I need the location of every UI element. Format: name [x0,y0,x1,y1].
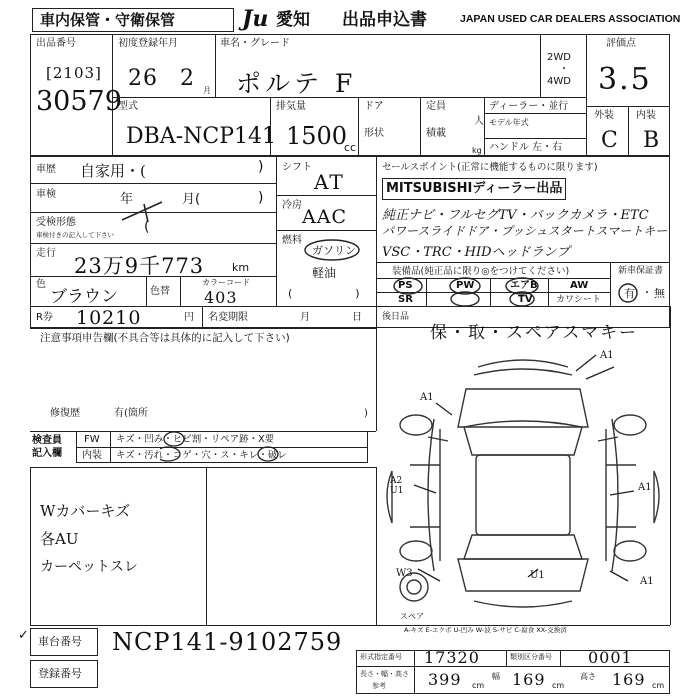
dealer-label: ディーラー・並行 [489,101,569,112]
shaken-strike-mark [118,198,168,224]
reception-label: 受検形態 [36,217,76,228]
selling-points-label: セールスポイント(正常に機能するものに限ります) [382,162,598,173]
ref-label: 参考 [372,682,386,690]
inspector-label-1: 検査員 [32,435,62,446]
shift-value: AT [314,170,345,194]
chassis-label: 車台番号 [38,635,82,648]
form-title: 出品申込書 [342,10,427,30]
inspector-label-2: 記入欄 [32,448,62,459]
rating-exterior: C [601,128,619,153]
width-value: 169 [512,670,546,689]
model-label: 型式 [118,101,138,112]
equipment-aw: AW [570,280,589,291]
fuel-gasoline: ガソリン [312,244,356,257]
equipment-kawa-seat: カワシート [556,295,602,305]
damage-mark-u1-rear: U1 [530,570,545,581]
shaken-label: 車検 [36,189,56,200]
name-change-label: 名変期限 [208,312,248,323]
equipment-label: 装備品(純正品に限り◎をつけてください) [392,266,570,277]
equipment-ps: PS [398,280,413,291]
lot-code: [2103] [46,64,102,82]
equipment-tv: TV [518,294,533,305]
reception-note: 車検付きの記入して下さい [36,231,114,239]
recycle-label: R券 [36,312,53,323]
door-label: ドア [364,101,384,112]
damage-mark-a1-fl: A1 [420,392,434,403]
height-value: 169 [612,670,646,689]
after-label: 後日品 [382,312,410,322]
association-name: JAPAN USED CAR DEALERS ASSOCIATION [460,13,681,25]
shaken-month: 月( [182,192,201,207]
warranty-no: 無 [654,287,665,300]
dimension-label: 長さ・幅・高さ [360,670,409,678]
rating-value: 3.5 [598,62,652,97]
displacement-value: 1500 [286,122,348,150]
storage-label: 車内保管・守衛保管 [40,11,176,29]
ac-value: AAC [302,206,347,228]
selling-line-3: VSC・TRC・HIDヘッドランプ [382,245,570,260]
chassis-value: NCP141-9102759 [112,628,343,656]
drive-4wd: 4WD [547,76,571,87]
color-value: ブラウン [50,287,118,307]
car-name-value: ポルテ F [236,69,357,98]
registration-label: 登録番号 [38,667,82,680]
length-unit: cm [472,681,485,690]
damage-legend: A-キズ E-エクボ U-凹み W-波 S-サビ C-腐食 XX-交換済 [404,626,567,634]
history-value: 自家用・( [80,162,146,180]
model-value: DBA-NCP141 [126,124,277,149]
lot-number: 30579 [36,86,122,117]
drive-2wd: 2WD [547,52,571,63]
type-number-value: 17320 [424,648,480,667]
load-label: 積載 [426,128,446,139]
length-value: 399 [428,670,462,689]
history-label: 車歴 [36,164,56,175]
fuel-diesel: 軽油 [312,266,337,280]
org-name: 愛知 [276,10,310,30]
height-unit: cm [652,681,665,690]
damage-mark-w3: W3 [396,568,413,579]
spare-label: スペア [400,612,424,621]
handle-label: ハンドル 左・右 [489,142,563,153]
ju-logo: Ju [242,6,269,32]
class-number-value: 0001 [588,648,633,667]
reception-value: ( [144,219,150,235]
inspector-fw-items: キズ・凹み・ヒビ割・リペア跡・X要 [116,434,275,445]
rating-label: 評価点 [606,38,636,49]
ac-label: 冷房 [282,200,302,211]
fuel-label: 燃料 [282,235,302,246]
capacity-label: 定員 [426,101,446,112]
fuel-paren: ( ) [288,287,360,300]
model-year-label: モデル年式 [489,118,529,127]
first-reg-month: 2 [180,66,195,91]
selling-line-1: 純正ナビ・フルセグTV・バックカメラ・ETC [382,208,649,223]
width-label: 幅 [492,672,500,681]
color-code-value: 403 [204,288,238,307]
warranty-sep: ・ [642,288,652,299]
shaken-year: 年 [120,192,134,207]
shaken-close: ) [258,190,264,206]
mileage-unit: km [232,261,250,274]
load-unit: kg [472,146,482,155]
equipment-airbag: エアB [510,280,538,291]
car-name-label: 車名・グレード [220,38,290,49]
class-number-label: 類別区分番号 [510,653,552,661]
width-unit: cm [552,681,565,690]
displacement-label: 排気量 [276,101,306,112]
damage-mark-a1-right: A1 [638,482,652,493]
notes-label: 注意事項申告欄(不具合等は具体的に記入して下さい) [40,332,290,344]
first-reg-year: 26 [128,66,158,91]
rating-exterior-label: 外装 [594,110,614,121]
name-change-month: 月 [300,312,310,323]
color-label: 色 [36,279,46,290]
color-code-label: カラーコード [202,278,250,287]
damage-mark-a1-front: A1 [600,350,614,361]
equipment-circles [390,276,550,308]
mileage-label: 走行 [36,248,56,259]
comment-2: 各AU [40,530,79,548]
type-number-label: 形式指定番号 [360,653,402,661]
first-reg-label: 初度登録年月 [118,38,178,49]
inspector-circles [160,430,290,464]
rating-interior: B [643,128,661,153]
shape-label: 形状 [364,128,384,139]
history-close: ) [258,159,264,175]
damage-mark-a2-u1: A2 U1 [390,476,404,496]
recycle-unit: 円 [184,312,194,323]
inspector-fw: FW [84,434,100,445]
chassis-check: ✓ [18,628,29,643]
capacity-unit: 人 [474,116,484,127]
repair-value: 有(箇所 [114,408,148,419]
inspector-interior-items: キズ・汚れ・コゲ・穴・ス・キレ・破レ [116,450,287,461]
first-reg-month-unit: 月 [203,86,211,95]
mileage-value: 23万9千773 [74,254,205,278]
dealer-badge: MITSUBISHIディーラー出品 [386,181,563,196]
drive-sep: ・ [559,64,569,75]
fuel-gasoline-circle [302,238,362,262]
damage-mark-a1-rr: A1 [640,576,654,587]
repair-close: ) [364,408,368,419]
warranty-label: 新車保証書 [618,266,664,276]
equipment-pw: PW [456,280,475,291]
inspector-interior: 内装 [82,450,102,461]
selling-line-2: パワースライドドア・プッシュスタートスマートキー [382,224,668,238]
car-body-diagram [378,345,668,623]
rating-interior-label: 内装 [636,110,656,121]
warranty-yes-circle [617,282,639,304]
shift-label: シフト [282,162,312,173]
color-change-label: 色替 [150,286,170,297]
comment-1: Wカバーキズ [40,502,131,520]
repair-label: 修復歴 [50,408,80,419]
lot-label: 出品番号 [36,38,76,49]
name-change-day: 日 [352,312,362,323]
warranty-yes: 有 [624,287,635,300]
equipment-sr: SR [398,294,413,305]
comment-3: カーペットスレ [40,559,138,575]
displacement-unit: cc [344,141,357,154]
height-label: 高さ [580,672,596,681]
recycle-value: 10210 [76,307,142,329]
after-value: 保・取・スペアスマキー [430,323,638,343]
